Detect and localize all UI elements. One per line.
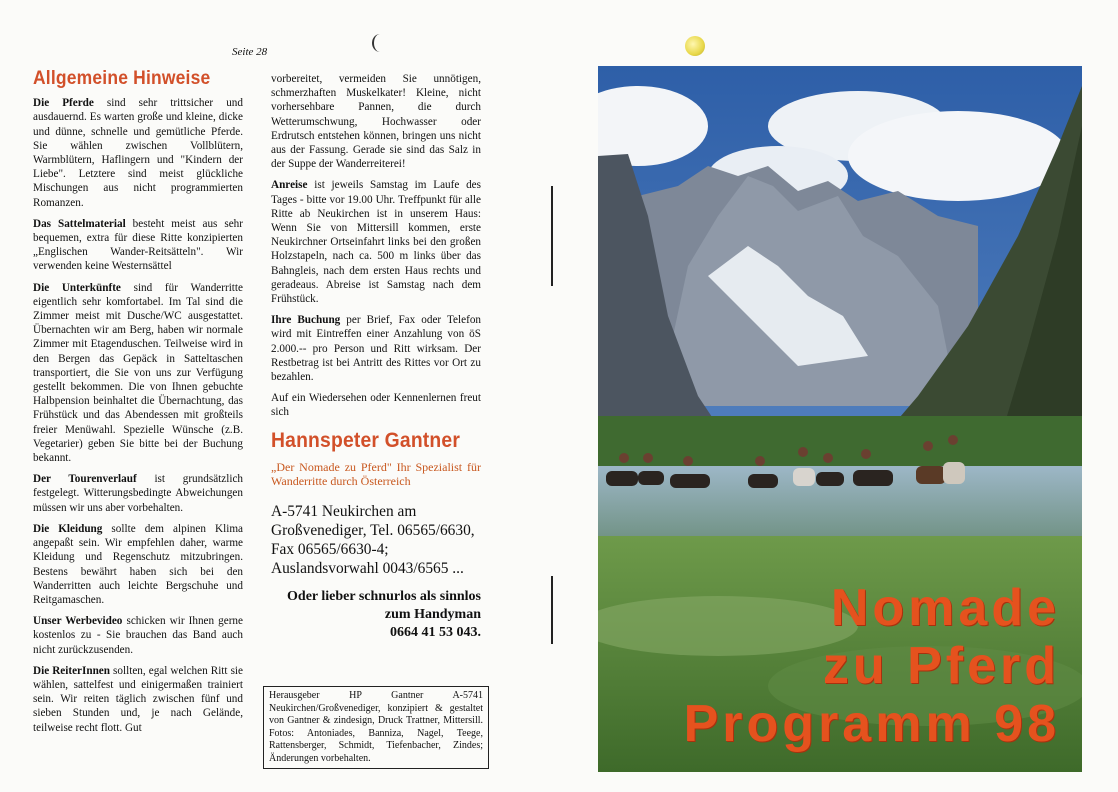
handy-line — [271, 588, 481, 642]
paragraph-text: per Brief, Fax oder Telefon wird mit Eintreffen einer Anzahlung von öS 2.000.-- pro Person und Ritt wirksam. Der Restbetrag ist bei Antritt des Rittes vor Ort zu bezahlen. — [271, 314, 482, 384]
paragraph-text: ist grundsätzlich festgelegt. Witterungsbedingte Abweichungen müssen wir uns aber vorbehalten. — [33, 473, 244, 514]
paragraph-lead: Die Pferde — [33, 97, 94, 110]
paragraph-text: sollte dem alpinen Klima angepaßt sein. Wir empfehlen daher, warme Kleidung und Regenschutz mitzubringen. Bestens bewährt haben sich bei den Wanderritten auch leichte Bergschuhe und Reitgamaschen. — [33, 522, 243, 606]
paragraph-text: ist jeweils Samstag im Laufe des Tages - bitte vor 19.00 Uhr. Treffpunkt für alle Ritte ab Neukirchen ist in unserem Haus: Wenn Sie von Mittersill kommen, erste Neukirchner Ortseinfahrt links bei den großen Holzstapeln, nach ca. 500 m links über das Bahngleis, nach dem ersten Haus rechts und geradeaus. Abreise ist Samstag nach dem Frühstück. — [271, 179, 481, 306]
paragraph — [271, 391, 481, 419]
column-left — [33, 68, 244, 742]
paragraph-text: sind für Wanderritte eigentlich sehr komfortabel. Im Tal sind die Zimmer meist mit Dusche/WC ausgestattet. Übernachten wir am Berg, haben wir normale Zimmer mit Etagenduschen. Teilweise wird in den Bergen das Gepäck in Satteltaschen transportiert, die Sie von uns zur Verfügung gestellt bekommen. Die von Ihnen gebuchte Halbpension beinhaltet die Übernachtung, das Frühstück und das Abendessen mit großteils freier Menüwahl. Spezielle Wünsche (z.B. Vegetarier) geben Sie bitte bei der Buchung bekannt. — [33, 281, 243, 465]
paragraph-text: sind sehr trittsicher und ausdauernd. Es warten große und kleine, dicke und dünne, schnelle und gemütliche Pferde. Sie wählen zwischen Vollblütern, Warmblütern, Haflingern und "Kindern der Liebe". Letztere sind meist glückliche Mischungen aus nicht programmierten Romanzen. — [33, 97, 243, 209]
paragraph-lead: Die Unterkünfte — [33, 281, 121, 294]
heading-general-notes: Allgemeine Hinweise — [33, 68, 211, 89]
column-middle — [271, 72, 481, 649]
paragraph — [33, 664, 243, 735]
paragraph — [271, 178, 481, 306]
paragraph — [33, 217, 243, 274]
fold-line-upper — [551, 186, 553, 286]
handy-text: Oder lieber schnurlos als sinnlos zum Handyman — [287, 588, 481, 622]
address: A-5741 Neukirchen am Großvenediger, Tel. 06565/6630, Fax 06565/6630-4; Auslandsvorwahl 0043/6565 ... — [271, 502, 475, 577]
paragraph-lead: Der Tourenverlauf — [33, 473, 137, 486]
column-left-body — [33, 96, 243, 735]
column-middle-body — [271, 72, 481, 420]
punch-hole-mark — [372, 34, 388, 52]
slogan: „Der Nomade zu Pferd" Ihr Spezialist für Wanderritte durch Österreich — [271, 459, 481, 488]
paragraph — [33, 281, 243, 466]
paragraph — [33, 96, 243, 210]
paragraph-text: schicken wir Ihnen gerne kostenlos zu - Sie brauchen das Band auch nicht zurückzusenden. — [33, 615, 243, 656]
handy-number: 0664 41 53 043. — [390, 624, 481, 640]
paragraph — [271, 72, 481, 171]
paragraph-lead: Die ReiterInnen — [33, 664, 110, 677]
cover-title-line-2: zu Pferd — [822, 637, 1060, 695]
paragraph-text: besteht meist aus sehr bequemen, extra für diese Ritte konzipierten „Englischen Wander-Reitsätteln". Wir verwenden keine Westernsättel — [33, 217, 243, 273]
heading-gantner: Hannspeter Gantner — [271, 428, 461, 452]
paragraph-lead: Unser Werbevideo — [33, 615, 123, 628]
paragraph — [271, 313, 481, 384]
paragraph-lead: Die Kleidung — [33, 522, 103, 535]
paragraph-lead: Ihre Buchung — [271, 314, 341, 327]
fold-line-lower — [551, 576, 553, 644]
paragraph-text: vorbereitet, vermeiden Sie unnötigen, schmerzhaften Muskelkater! Kleine, nicht vorhersehbare Pannen, die durch Wetterumschwung, Hochwasser oder Erdrutsch entstehen können, bringen uns nicht aus der Fassung. Gerade sie sind das Salz in der Suppe der Wanderreiterei! — [271, 73, 481, 171]
imprint-box: Herausgeber HP Gantner A-5741 Neukirchen/Großvenediger, konzipiert & gestaltet von Gantner & zindesign, Druck Trattner, Mittersill. Fotos: Antoniades, Banniza, Nagel, Teege, Rattensberger, Schmidt, Tiefenbacher, Zindes; Änderungen vorbehalten. — [263, 686, 489, 769]
paragraph-lead: Anreise — [271, 179, 308, 192]
paragraph — [33, 522, 243, 607]
paragraph — [33, 614, 243, 657]
paragraph-text: Auf ein Wiedersehen oder Kennenlernen freut sich — [271, 392, 481, 419]
paragraph-text: sollten, egal welchen Ritt sie wählen, sattelfest und einigermaßen trainiert sein. Wir reiten täglich zwischen fünf und sieben Stunden und, je nach Gelände, teilweise recht flott. Gut — [33, 664, 243, 734]
cover-title-line-3: Programm 98 — [683, 695, 1060, 753]
punch-hole — [685, 36, 705, 56]
paragraph — [33, 472, 243, 515]
page-number: Seite 28 — [232, 46, 268, 58]
paragraph-lead: Das Sattelmaterial — [33, 217, 126, 230]
cover-title-line-1: Nomade — [830, 579, 1060, 637]
